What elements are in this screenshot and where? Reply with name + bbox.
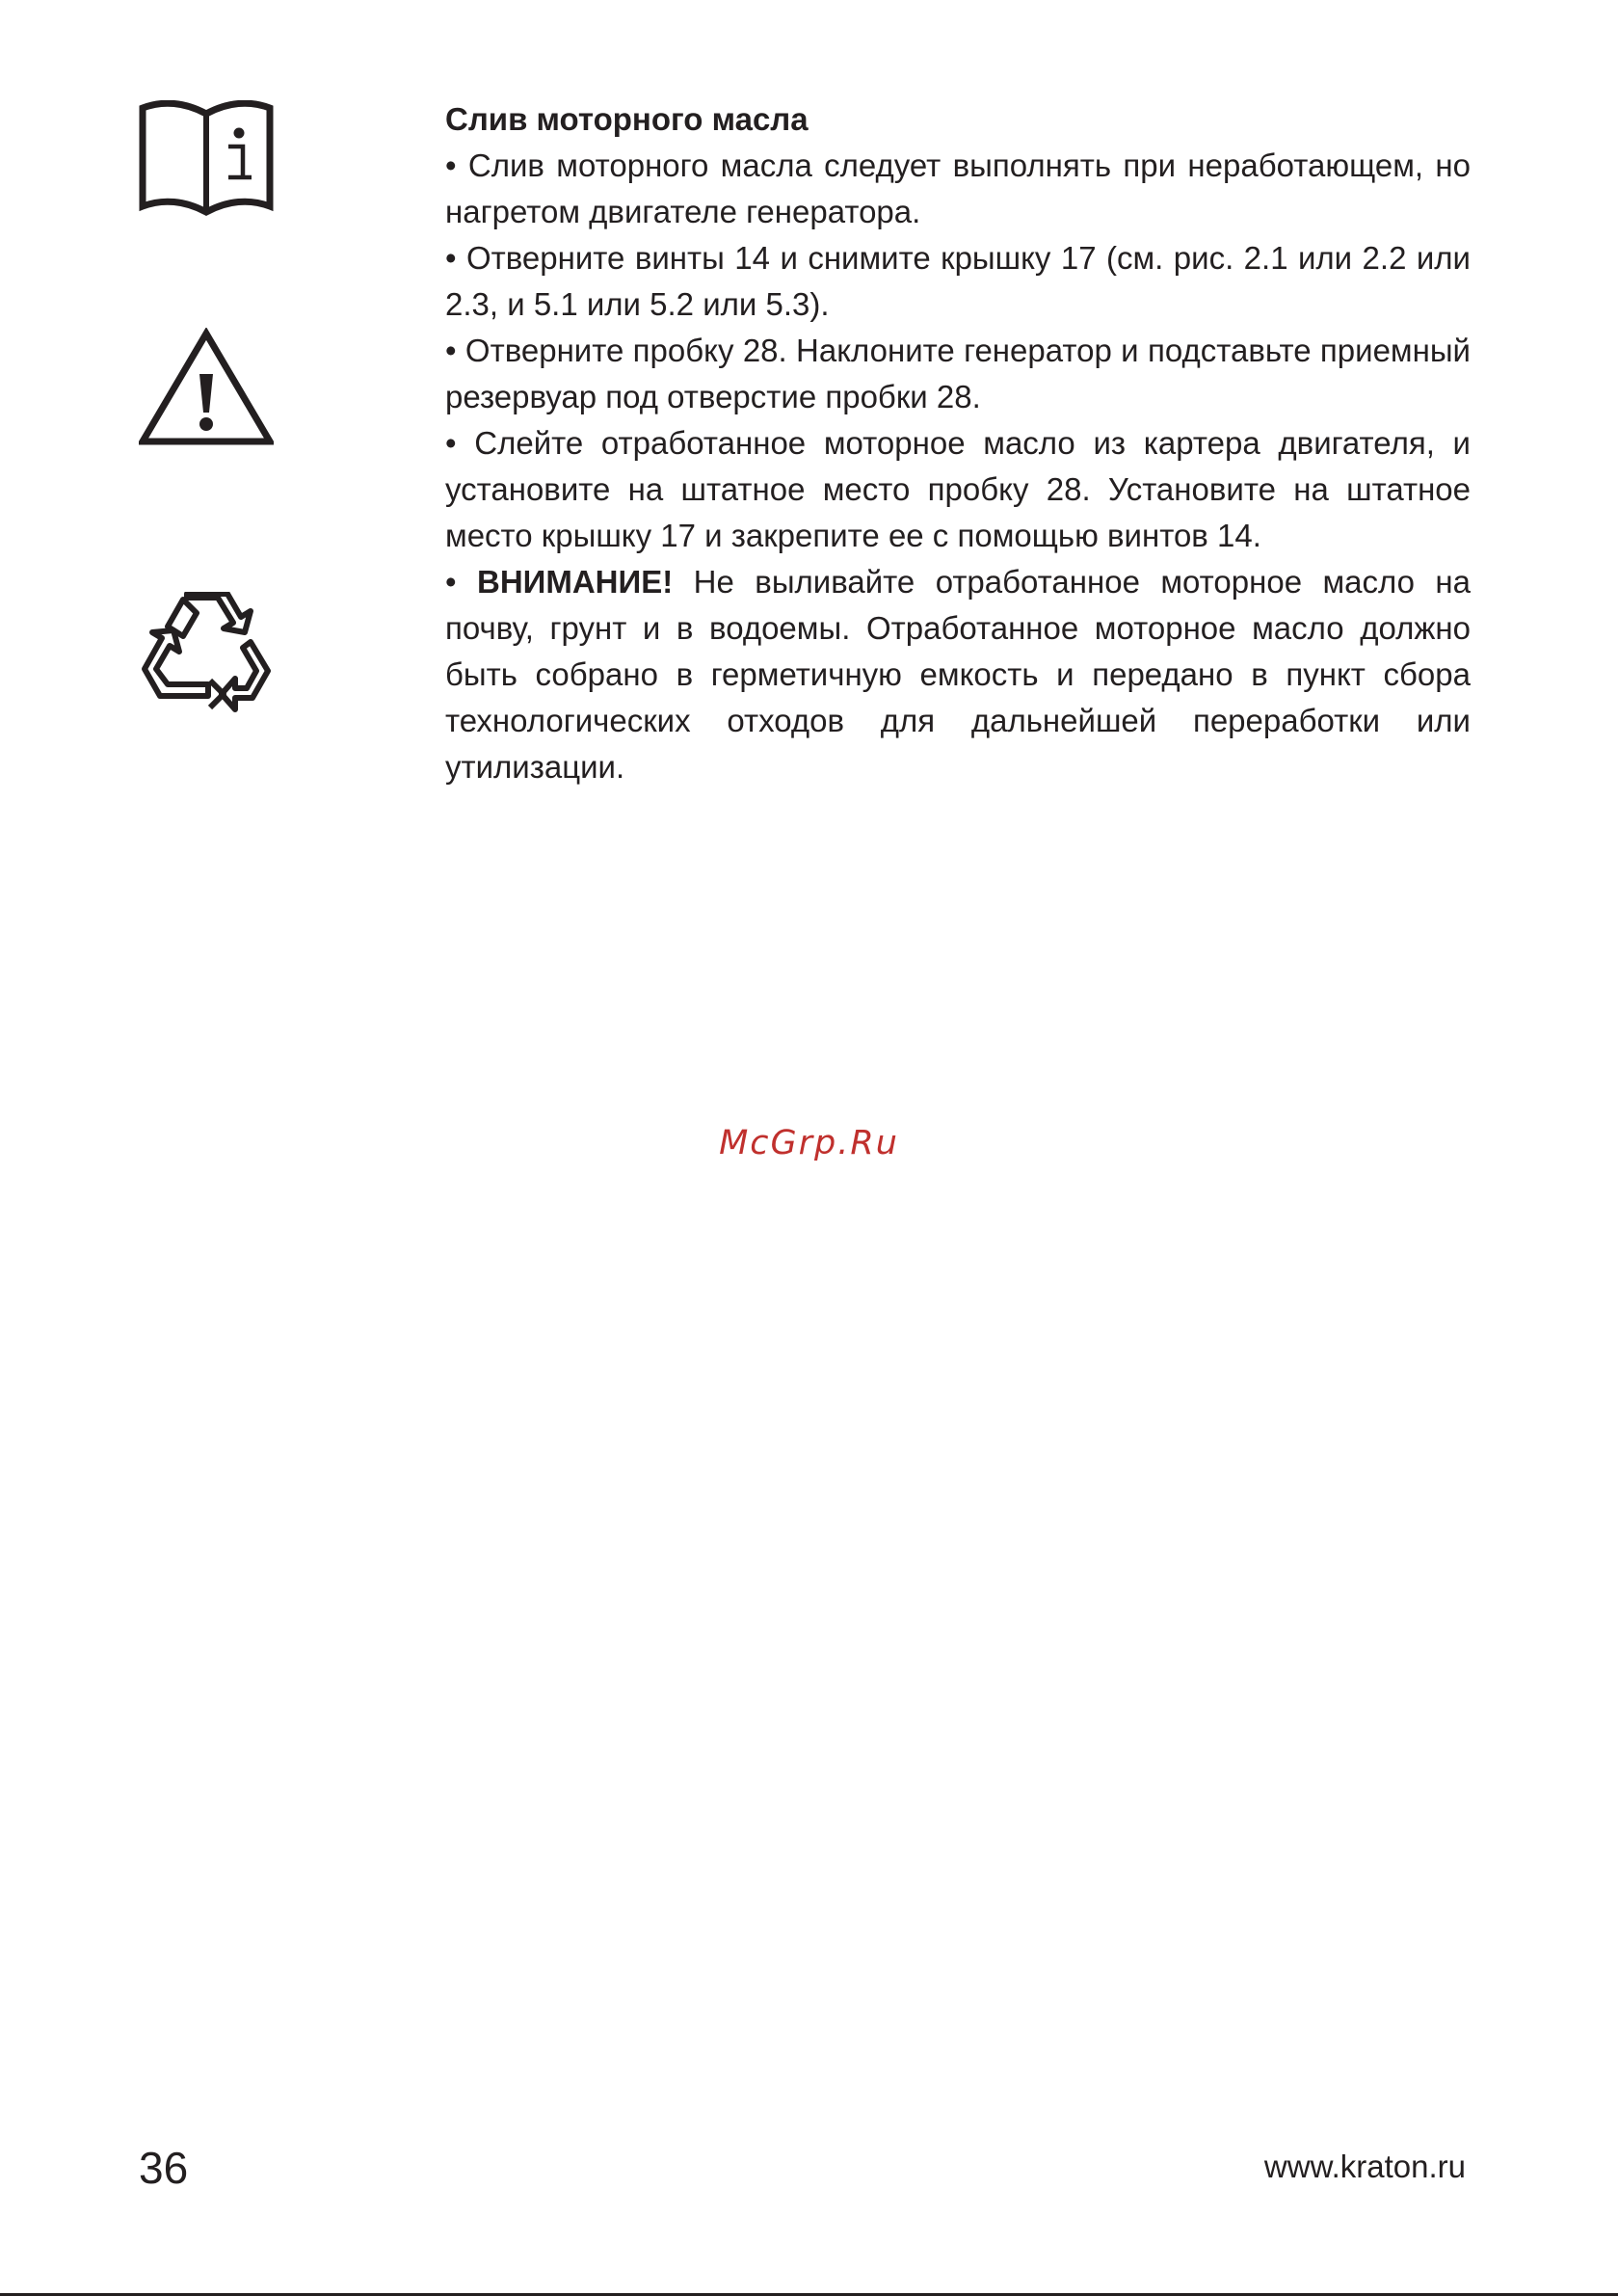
warning-bullet: • — [445, 564, 477, 600]
paragraph-drain-plug: • Отверните пробку 28. Наклоните генератор и подставьте приемный резервуар под отверстие пробки 28. — [445, 333, 1471, 414]
site-url: www.kraton.ru — [1263, 2149, 1466, 2184]
watermark: McGrp.Ru — [719, 1124, 899, 1162]
book-info-icon — [139, 100, 274, 218]
paragraph-engine-state: • Слив моторного масла следует выполнять при неработающем, но нагретом двигателе генератора. — [445, 147, 1471, 229]
page-number: 36 — [139, 2143, 189, 2193]
paragraph-warning — [445, 559, 1471, 790]
section-content — [445, 96, 1471, 790]
paragraph-drain-oil: • Слейте отработанное моторное масло из картера двигателя, и установите на штатное место пробку 28. Установите на штатное место крышку 17 и закрепите ее с помощью винтов 14. — [445, 425, 1471, 553]
warning-icon — [139, 328, 274, 447]
recycle-icon — [139, 592, 274, 721]
section-title: Слив моторного масла — [445, 101, 809, 137]
warning-label: ВНИМАНИЕ! — [476, 564, 674, 600]
paragraph-remove-cover: • Отверните винты 14 и снимите крышку 17 (см. рис. 2.1 или 2.2 или 2.3, и 5.1 или 5.2 или 5.3). — [445, 240, 1471, 322]
warning-text: Не выливайте отработанное моторное масло на почву, грунт и в водоемы. Отработанное моторное масло должно быть собрано в герметичную емкость и передано в пункт сбора технологических отходов для дальнейшей переработки или утилизации. — [445, 564, 1471, 785]
